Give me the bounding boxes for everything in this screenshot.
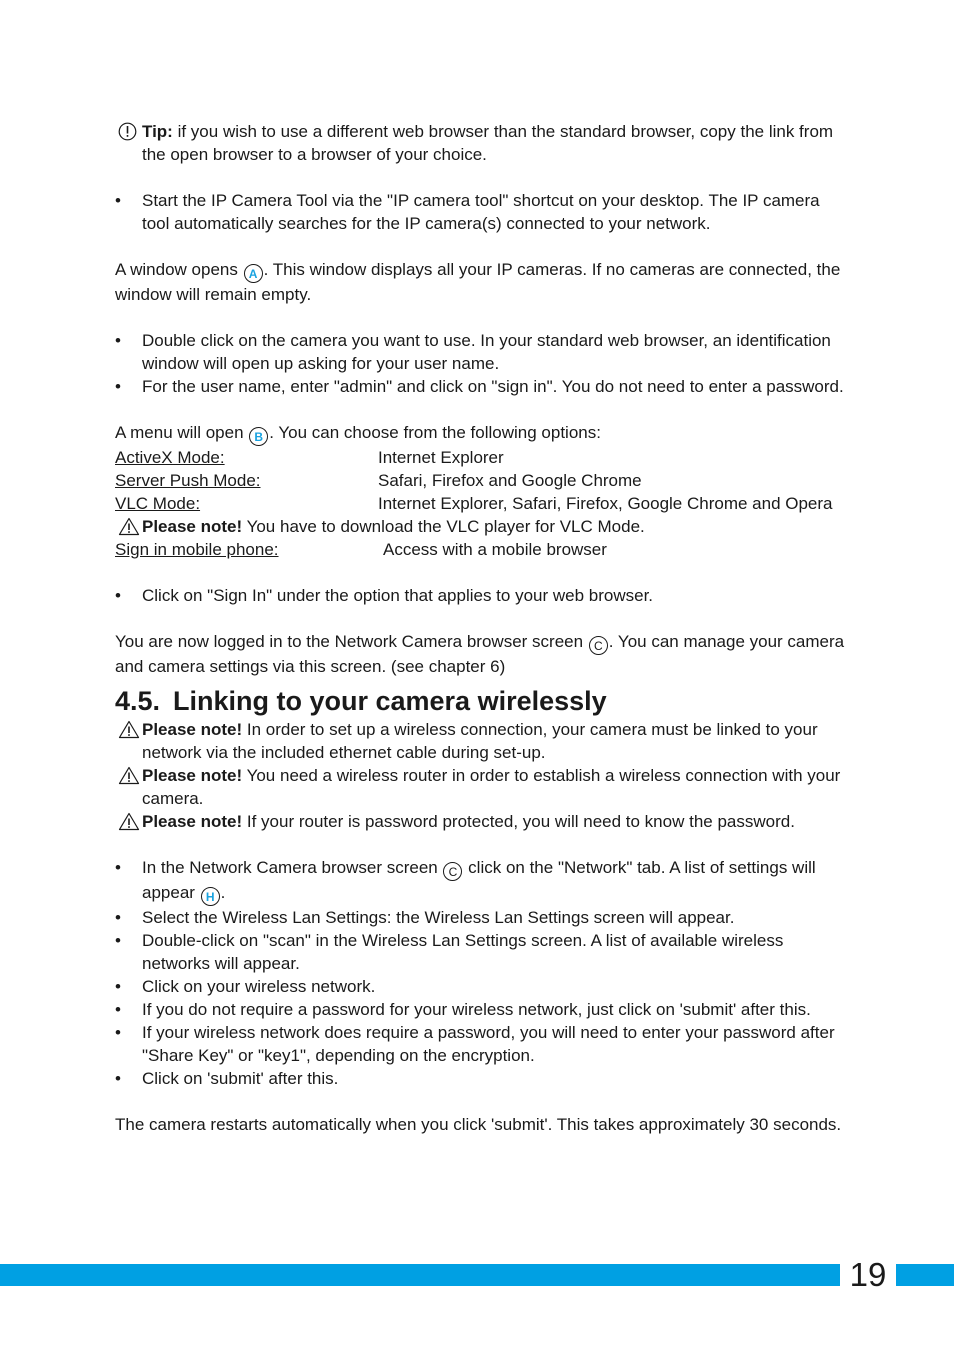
marker-a: A — [244, 264, 263, 283]
list-item — [115, 189, 845, 235]
info-icon — [118, 122, 137, 147]
note-label: Please note! — [142, 812, 243, 831]
list-item: • In the Network Camera browser screen C click on the "Network" tab. A list of settings will appear H . — [115, 858, 816, 904]
warning-icon — [118, 766, 140, 791]
list-item — [115, 906, 845, 929]
page-number: 19 — [836, 1256, 900, 1294]
bullet-glyph: • — [115, 858, 121, 877]
bullet-glyph: • — [115, 191, 121, 210]
list-item-text: Click on your wireless network. — [142, 977, 376, 996]
mode-name: ActiveX Mode: — [115, 448, 225, 467]
list-item — [115, 329, 845, 375]
mode-row — [115, 492, 845, 515]
list-item-text: Double-click on "scan" in the Wireless Lan Settings screen. A list of available wireless networks will appear. — [142, 931, 784, 973]
mode-value: Internet Explorer, Safari, Firefox, Google Chrome and Opera — [378, 494, 833, 513]
list-item — [115, 375, 845, 398]
list-item-text: Select the Wireless Lan Settings: the Wireless Lan Settings screen will appear. — [142, 908, 735, 927]
bullet-glyph: • — [115, 977, 121, 996]
warning-icon — [118, 517, 140, 542]
bullet-glyph: • — [115, 331, 121, 350]
bullet-glyph: • — [115, 1069, 121, 1088]
warning-icon — [118, 720, 140, 745]
bullet-glyph: • — [115, 586, 121, 605]
mode-name: Sign in mobile phone: — [115, 540, 279, 559]
mode-row — [115, 469, 845, 492]
note-vlc — [115, 515, 845, 538]
list-item-text: Double click on the camera you want to use. In your standard web browser, an identification window will open up asking for your user name. — [142, 331, 831, 373]
tip-paragraph — [115, 120, 845, 166]
mode-name: Server Push Mode: — [115, 471, 261, 490]
note-text: You have to download the VLC player for VLC Mode. — [242, 517, 645, 536]
menu-paragraph: A menu will open B . You can choose from the following options: — [115, 423, 601, 444]
marker-c: C — [443, 862, 462, 881]
section-number: 4.5. — [115, 686, 161, 716]
note-paragraph — [115, 810, 845, 833]
note-paragraph — [115, 764, 845, 810]
section-heading — [115, 684, 845, 718]
list-item-text: Click on "Sign In" under the option that applies to your web browser. — [142, 586, 654, 605]
bullet-glyph: • — [115, 1023, 121, 1042]
note-label: Please note! — [142, 720, 243, 739]
window-paragraph: A window opens A . This window displays all your IP cameras. If no cameras are connected, the window will remain empty. — [115, 260, 841, 304]
bullet-glyph: • — [115, 931, 121, 950]
bullet-glyph: • — [115, 1000, 121, 1019]
mobile-row — [115, 538, 845, 561]
mode-name: VLC Mode: — [115, 494, 201, 513]
list-item — [115, 584, 845, 607]
note-label: Please note! — [142, 517, 243, 536]
list-item-text: If your wireless network does require a password, you will need to enter your password after "Share Key" or "key1", depending on the encryption. — [142, 1023, 835, 1065]
footer-bar — [0, 1264, 954, 1286]
list-item — [115, 1021, 845, 1067]
list-item — [115, 1067, 845, 1090]
note-text: If your router is password protected, you will need to know the password. — [242, 812, 795, 831]
marker-b: B — [249, 427, 268, 446]
warning-icon — [118, 812, 140, 837]
list-item — [115, 975, 845, 998]
marker-c: C — [589, 636, 608, 655]
mode-row — [115, 446, 845, 469]
list-item — [115, 998, 845, 1021]
mode-value: Access with a mobile browser — [383, 540, 607, 559]
note-text: In order to set up a wireless connection, your camera must be linked to your network via the included ethernet cable during set-up. — [142, 720, 818, 762]
marker-h: H — [201, 887, 220, 906]
tip-text: if you wish to use a different web browser than the standard browser, copy the link from the open browser to a browser of your choice. — [142, 122, 834, 164]
list-item — [115, 929, 845, 975]
list-item-text: If you do not require a password for your wireless network, just click on 'submit' after this. — [142, 1000, 811, 1019]
mode-value: Safari, Firefox and Google Chrome — [378, 471, 642, 490]
note-paragraph — [115, 718, 845, 764]
bullet-glyph: • — [115, 908, 121, 927]
mode-value: Internet Explorer — [378, 448, 504, 467]
logged-in-paragraph: You are now logged in to the Network Camera browser screen C . You can manage your camera and camera settings via this screen. (see chapter 6) — [115, 632, 845, 676]
list-item-text: Start the IP Camera Tool via the "IP camera tool" shortcut on your desktop. The IP camera tool automatically searches for the IP camera(s) connected to your network. — [142, 191, 820, 233]
list-item-text: For the user name, enter "admin" and click on "sign in". You do not need to enter a password. — [142, 377, 844, 396]
bullet-glyph: • — [115, 377, 121, 396]
page-content — [115, 120, 845, 1136]
list-item-text: Click on 'submit' after this. — [142, 1069, 339, 1088]
closing-paragraph: The camera restarts automatically when you click 'submit'. This takes approximately 30 seconds. — [115, 1115, 842, 1134]
tip-label: Tip: — [142, 122, 173, 141]
note-label: Please note! — [142, 766, 243, 785]
section-title: Linking to your camera wirelessly — [173, 686, 607, 716]
note-text: You need a wireless router in order to establish a wireless connection with your camera. — [142, 766, 841, 808]
